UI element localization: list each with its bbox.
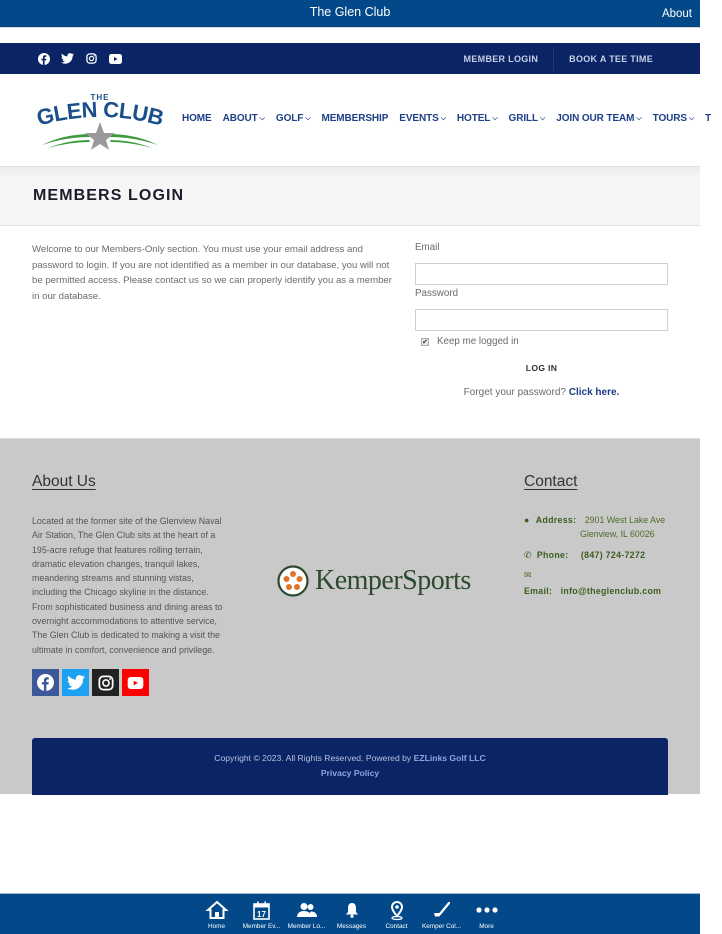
privacy-line	[32, 768, 668, 778]
nav-events[interactable]	[399, 113, 446, 124]
tab-messages[interactable]	[329, 900, 374, 930]
top-links	[464, 43, 653, 74]
map-marker-icon: ●	[524, 515, 530, 525]
app-title: The Glen Club	[309, 5, 391, 19]
nav-label: HOME	[182, 113, 212, 124]
login-button[interactable]: LOG IN	[525, 363, 558, 373]
facebook-icon[interactable]	[37, 52, 50, 65]
email-label: Email	[415, 242, 440, 253]
tab-label: More	[479, 923, 494, 930]
tab-member-login[interactable]	[284, 900, 329, 930]
nav-label: EVENTS	[399, 113, 439, 124]
address-line2: Glenview, IL 60026	[580, 529, 655, 539]
instagram-icon[interactable]	[85, 52, 98, 65]
youtube-icon[interactable]	[122, 669, 149, 696]
svg-text:GLEN CLUB: GLEN CLUB	[34, 96, 166, 131]
nav-home[interactable]	[182, 113, 212, 124]
password-label: Password	[415, 288, 459, 299]
kempersports-name: KemperSports	[315, 565, 471, 596]
nav-label: GRILL	[508, 113, 539, 124]
keep-logged-in-checkbox[interactable]: ✔	[422, 338, 428, 346]
phone-label: Phone:	[536, 550, 569, 560]
site-header	[0, 74, 712, 167]
nav-label: MEMBERSHIP	[321, 113, 389, 124]
golf-club-icon	[433, 900, 451, 920]
glen-club-logo[interactable]	[34, 90, 166, 150]
chevron-down-icon: ⌵	[636, 114, 642, 122]
nav-membership[interactable]	[321, 113, 388, 124]
member-login-link[interactable]: MEMBER LOGIN	[463, 53, 539, 64]
twitter-icon[interactable]	[62, 669, 89, 696]
chevron-down-icon: ⌵	[259, 114, 265, 122]
tab-home[interactable]	[194, 900, 239, 930]
contact-phone	[524, 550, 645, 561]
tab-label: Member Ev...	[242, 923, 281, 930]
divider	[553, 47, 554, 71]
app-bar	[0, 0, 700, 27]
nav-tours[interactable]	[653, 113, 695, 124]
keep-logged-in-label: Keep me logged in	[437, 336, 519, 347]
instagram-icon[interactable]	[92, 669, 119, 696]
copyright-bar	[32, 738, 668, 795]
bell-icon	[345, 900, 359, 920]
about-us-heading	[32, 473, 96, 491]
chevron-down-icon: ⌵	[440, 114, 446, 122]
header-social-links	[37, 52, 122, 65]
footer-social-links	[32, 669, 149, 696]
nav-grill[interactable]	[509, 113, 546, 124]
forgot-text: Forget your password?	[463, 387, 566, 398]
more-icon	[476, 900, 498, 920]
nav-label: T	[705, 113, 712, 124]
chevron-down-icon: ⌵	[688, 114, 695, 122]
tab-contact[interactable]	[374, 900, 419, 930]
svg-text:17: 17	[257, 909, 266, 919]
kempersports-emblem-icon	[277, 565, 309, 597]
top-utility-bar	[0, 43, 700, 74]
page-title: MEMBERS LOGIN	[33, 187, 185, 204]
tabs	[194, 900, 509, 930]
login-form	[415, 242, 668, 334]
phone-number[interactable]: (847) 724-7272	[580, 550, 646, 560]
tab-label: Member Lo...	[287, 923, 326, 930]
main-nav	[182, 113, 722, 124]
forgot-password-link[interactable]: Click here.	[568, 387, 620, 398]
spacer	[0, 27, 700, 43]
envelope-icon: ✉	[524, 570, 532, 580]
copyright-text: Copyright © 2023. All Rights Reserved. Powered by	[214, 753, 412, 763]
users-icon	[297, 900, 317, 920]
svg-text:THE: THE	[90, 93, 110, 102]
contact-address	[524, 515, 665, 525]
nav-label: TOURS	[652, 113, 687, 124]
nav-golf[interactable]	[276, 113, 311, 124]
page-title-band	[0, 167, 700, 226]
nav-label: JOIN OUR TEAM	[556, 113, 635, 124]
email-link[interactable]: info@theglenclub.com	[560, 586, 662, 596]
kempersports-logo[interactable]	[277, 565, 471, 597]
copyright-line	[32, 753, 668, 763]
contact-email	[524, 586, 661, 596]
contact-heading	[524, 473, 577, 491]
tab-label: Kemper Col...	[421, 923, 462, 930]
tab-more[interactable]	[464, 900, 509, 930]
site-footer	[0, 438, 700, 794]
about-us-title: About Us	[32, 473, 96, 490]
chevron-down-icon: ⌵	[540, 114, 546, 122]
about-us-text: Located at the former site of the Glenview Naval Air Station, The Glen Club sits at the heart of a 195-acre refuge that features rolling terrain, dramatic elevation changes, tranquil lakes, meandering streams and stunning vistas, including the Chicago skyline in the distance. From sophisticated business and dining areas to overnight accommodations to attentive service, The Glen Club is dedicated to making a visit the ultimate in comfort, convenience and privilege.	[32, 516, 223, 655]
calendar-icon	[253, 900, 270, 920]
nav-hotel[interactable]	[457, 113, 498, 124]
privacy-policy-link[interactable]: Privacy Policy	[320, 768, 380, 778]
map-pin-icon	[390, 900, 404, 920]
nav-truncated[interactable]	[705, 113, 711, 124]
tab-label: Home	[207, 923, 226, 930]
address-label: Address:	[535, 515, 577, 525]
ezlinks-link[interactable]: EZLinks Golf LLC	[413, 753, 486, 763]
chevron-down-icon: ⌵	[492, 114, 498, 122]
address-line1: 2901 West Lake Ave	[584, 515, 666, 525]
twitter-icon[interactable]	[61, 52, 74, 65]
home-icon	[207, 900, 227, 920]
chevron-down-icon: ⌵	[305, 114, 311, 122]
phone-icon: ✆	[524, 550, 532, 560]
nav-join-our-team[interactable]	[556, 113, 641, 124]
bottom-tab-bar	[0, 893, 700, 934]
nav-about[interactable]	[223, 113, 265, 124]
facebook-icon[interactable]	[32, 669, 59, 696]
intro-text: Welcome to our Members-Only section. You must use your email address and password to login. If you are not identified as a member in our database, you will not be permitted access. Please contact us so we can properly identify you as a member in our database.	[32, 244, 392, 302]
forgot-password	[415, 387, 668, 398]
email-label: Email:	[524, 586, 553, 596]
tab-kemper-collection[interactable]	[419, 900, 464, 930]
password-field[interactable]	[415, 309, 668, 331]
email-field[interactable]	[415, 263, 668, 285]
tab-member-events[interactable]	[239, 900, 284, 930]
nav-label: HOTEL	[456, 113, 491, 124]
nav-label: ABOUT	[222, 113, 258, 124]
youtube-icon[interactable]	[109, 52, 122, 65]
tab-label: Contact	[385, 923, 408, 930]
about-button[interactable]: About	[661, 8, 692, 20]
book-tee-time-link[interactable]: BOOK A TEE TIME	[569, 53, 653, 64]
nav-label: GOLF	[275, 113, 304, 124]
contact-title: Contact	[524, 473, 578, 490]
tab-label: Messages	[336, 923, 367, 930]
keep-logged-in[interactable]	[421, 336, 519, 347]
